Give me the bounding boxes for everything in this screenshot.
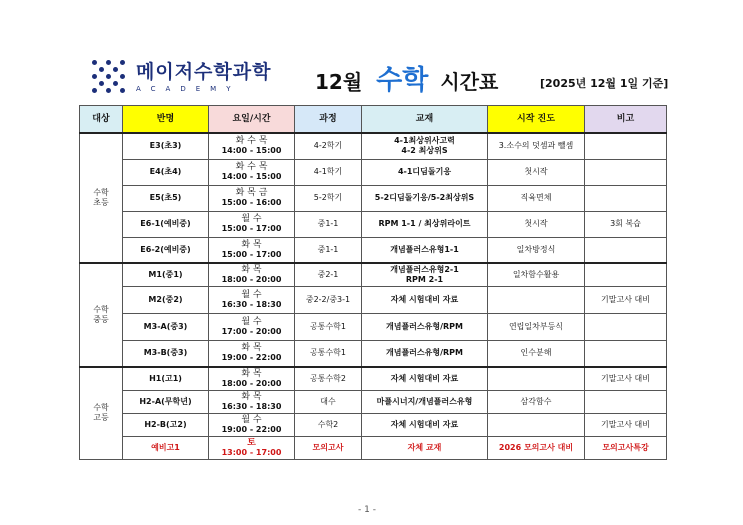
note-cell [585,185,667,211]
header-textbook: 교재 [362,106,488,134]
schedule-cell [209,211,295,237]
class-name: M3-A(중3) [123,313,209,340]
class-name: H2-B(고2) [123,413,209,436]
schedule-cell [209,237,295,263]
title-month: 12월 [315,70,363,94]
class-name: E3(초3) [123,133,209,159]
note-cell [585,237,667,263]
table-row [80,436,667,459]
class-name: E5(초5) [123,185,209,211]
course-cell: 5-2학기 [295,185,362,211]
start-progress-cell: 3.소수의 덧셈과 뺄셈 [488,133,585,159]
schedule-cell [209,263,295,286]
note-cell: 기말고사 대비 [585,367,667,390]
textbook-cell: 개념플러스유형2-1 RPM 2-1 [362,263,488,286]
table-row [80,390,667,413]
reference-date: [2025년 12월 1일 기준] [540,77,669,90]
note-cell: 기말고사 대비 [585,286,667,313]
class-days: 화 목 [241,343,262,354]
title-subject: 수학 [376,65,429,96]
schedule-cell [209,413,295,436]
textbook-cell: 자체 시험대비 자료 [362,413,488,436]
class-time: 19:00 - 22:00 [221,424,282,434]
class-days: 월 수 [241,316,262,327]
start-progress-cell [488,286,585,313]
note-cell [585,263,667,286]
start-progress-cell [488,413,585,436]
header-class: 반명 [123,106,209,134]
start-progress-cell [488,367,585,390]
table-header-row [80,106,667,134]
page-title [315,58,498,97]
group-label: 수학 고등 [80,367,123,459]
textbook-cell: 4-1최상위사고력 4-2 최상위S [362,133,488,159]
note-cell [585,390,667,413]
logo-name: 메이저수학과학 [136,61,272,83]
logo-dots-icon [92,60,126,94]
start-progress-cell: 삼각함수 [488,390,585,413]
class-name: E6-1(예비중) [123,211,209,237]
note-cell [585,133,667,159]
header-schedule: 요일/시간 [209,106,295,134]
class-days: 화 수 목 [235,136,268,147]
note-cell: 3회 복습 [585,211,667,237]
class-name: E4(초4) [123,159,209,185]
start-progress-cell: 직육면체 [488,185,585,211]
note-cell [585,159,667,185]
logo-subtitle: ACADEMY [136,85,241,93]
table-row [80,133,667,159]
table-row [80,313,667,340]
table-row [80,185,667,211]
schedule-cell [209,390,295,413]
class-days: 화 목 [241,239,262,250]
note-cell [585,313,667,340]
textbook-cell: 4-1디딤돌기응 [362,159,488,185]
start-progress-cell: 인수분해 [488,340,585,367]
note-cell: 모의고사특강 [585,436,667,459]
course-cell: 중2-1 [295,263,362,286]
class-days: 토 [247,437,256,448]
class-time: 19:00 - 22:00 [221,353,282,363]
class-days: 화 목 금 [235,188,268,198]
table-row [80,367,667,390]
class-name: M2(중2) [123,286,209,313]
course-cell: 4-1학기 [295,159,362,185]
table-row [80,237,667,263]
title-rest: 시간표 [440,70,499,94]
class-time: 18:00 - 20:00 [221,378,282,388]
class-days: 화 목 [241,264,262,275]
class-time: 15:00 - 17:00 [221,249,282,259]
schedule-table [79,105,667,460]
schedule-cell [209,286,295,313]
class-name: E6-2(예비중) [123,237,209,263]
class-time: 16:30 - 18:30 [221,299,282,309]
start-progress-cell: 연립일차부등식 [488,313,585,340]
course-cell: 중1-1 [295,237,362,263]
schedule-cell [209,367,295,390]
course-cell: 공통수학1 [295,340,362,367]
class-time: 16:30 - 18:30 [221,401,282,411]
note-cell: 기말고사 대비 [585,413,667,436]
table-row [80,413,667,436]
group-label: 수학 초등 [80,133,123,263]
textbook-cell: 5-2디딤돌기응/5-2최상위S [362,185,488,211]
header-note: 비고 [585,106,667,134]
course-cell: 모의고사 [295,436,362,459]
class-time: 18:00 - 20:00 [221,274,282,284]
course-cell: 4-2학기 [295,133,362,159]
header-start-progress: 시작 진도 [488,106,585,134]
class-days: 월 수 [241,414,262,425]
textbook-cell: 자체 시험대비 자료 [362,367,488,390]
course-cell: 공통수학1 [295,313,362,340]
class-days: 화 수 목 [235,162,268,172]
schedule-cell [209,313,295,340]
table-row [80,159,667,185]
header-target: 대상 [80,106,123,134]
class-time: 13:00 - 17:00 [221,447,282,457]
class-name: H2-A(무학년) [123,390,209,413]
course-cell: 대수 [295,390,362,413]
class-time: 14:00 - 15:00 [221,146,282,156]
class-time: 15:00 - 17:00 [221,224,282,233]
textbook-cell: 자체 시험대비 자료 [362,286,488,313]
schedule-cell [209,185,295,211]
class-time: 17:00 - 20:00 [221,326,282,336]
class-name: 예비고1 [123,436,209,459]
textbook-cell: 개념플러스유형/RPM [362,313,488,340]
schedule-cell [209,340,295,367]
textbook-cell: 개념플러스유형/RPM [362,340,488,367]
start-progress-cell: 2026 모의고사 대비 [488,436,585,459]
course-cell: 중2-2/중3-1 [295,286,362,313]
start-progress-cell: 첫시작 [488,159,585,185]
note-cell [585,340,667,367]
class-days: 월 수 [241,214,262,224]
class-name: M1(중1) [123,263,209,286]
class-time: 15:00 - 16:00 [221,198,282,207]
table-row [80,286,667,313]
start-progress-cell: 일차방정식 [488,237,585,263]
table-body [80,133,667,459]
textbook-cell: 마플시너지/개념플러스유형 [362,390,488,413]
table-row [80,211,667,237]
textbook-cell: RPM 1-1 / 최상위라이트 [362,211,488,237]
textbook-cell: 자체 교재 [362,436,488,459]
class-time: 14:00 - 15:00 [221,172,282,181]
header-course: 과정 [295,106,362,134]
course-cell: 중1-1 [295,211,362,237]
class-name: H1(고1) [123,367,209,390]
academy-logo [92,60,271,94]
table-row [80,340,667,367]
class-days: 화 목 [241,391,262,402]
class-name: M3-B(중3) [123,340,209,367]
table-row [80,263,667,286]
class-days: 화 목 [241,368,262,379]
schedule-cell [209,159,295,185]
course-cell: 수학2 [295,413,362,436]
schedule-cell [209,436,295,459]
start-progress-cell: 일차함수활용 [488,263,585,286]
class-days: 월 수 [241,289,262,300]
group-label: 수학 중등 [80,263,123,367]
schedule-cell [209,133,295,159]
document-header [0,0,743,100]
course-cell: 공통수학2 [295,367,362,390]
textbook-cell: 개념플러스유형1-1 [362,237,488,263]
page-number: - 1 - [358,505,376,515]
start-progress-cell: 첫시작 [488,211,585,237]
